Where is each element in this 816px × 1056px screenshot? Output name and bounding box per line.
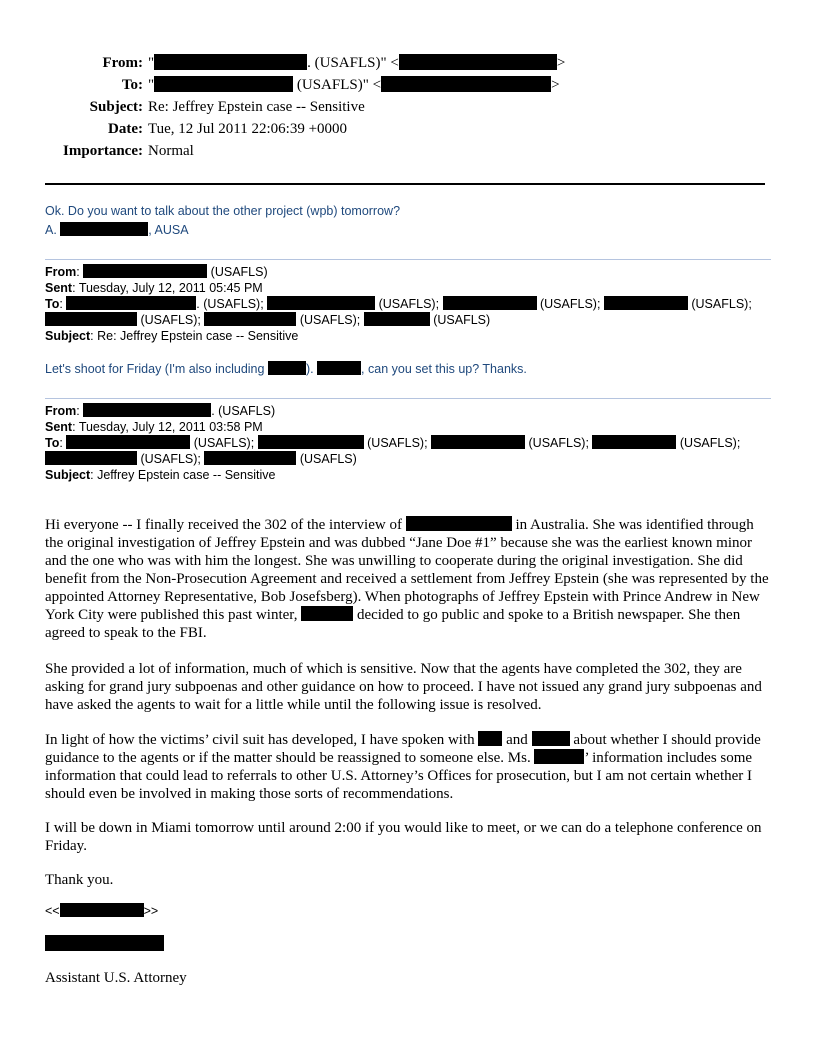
header-divider [45,183,765,185]
redaction [364,312,430,326]
date-value: Tue, 12 Jul 2011 22:06:39 +0000 [148,121,348,137]
redaction [154,54,307,70]
msg1-to-cont: (USAFLS); (USAFLS); (USAFLS) [45,312,490,328]
reply-signature: A. , AUSA [45,223,189,237]
from-label: From: [102,55,143,71]
redaction [317,361,361,375]
redaction [154,76,293,92]
msg2-to-cont: (USAFLS); (USAFLS) [45,451,357,467]
body-closing: Thank you. [45,872,114,888]
importance-value: Normal [148,143,194,159]
body-paragraph-3: In light of how the victims’ civil suit has developed, I have spoken with and about whether I should provide guidance to the agents or if the matter should be reassigned to someone else. Ms. ’ information includes some information that could lead to referrals to other U.S. Attorney’s Offices for prosecution, but I am not certain whether I should even be involved in making those sorts of recommendations. [45,732,761,802]
redaction [399,54,557,70]
redaction [478,731,502,746]
redaction [443,296,537,310]
redaction [258,435,364,449]
to-value: (USAFLS)" < [293,77,382,93]
msg1-sent: Sent: Tuesday, July 12, 2011 05:45 PM [45,281,263,295]
msg2-sent: Sent: Tuesday, July 12, 2011 03:58 PM [45,420,263,434]
subject-label: Subject: [89,99,143,115]
subject-row [0,96,816,118]
signature-name: << >> [45,904,159,918]
date-label: Date: [108,121,143,137]
body-paragraph-2: She provided a lot of information, much of which is sensitive. Now that the agents have completed the 302, they are asking for grand jury subpoenas and other guidance on how to proceed. I have not issued any grand jury subpoenas and have asked the agents to wait for a little while until the following issue is resolved. [45,661,762,713]
msg2-from: From: . (USAFLS) [45,404,276,418]
signature-title: Assistant U.S. Attorney [45,970,187,986]
redaction [83,403,211,417]
redaction [60,903,144,917]
redaction [66,296,196,310]
importance-label: Importance: [63,143,143,159]
message-divider [45,398,771,399]
redaction [60,222,148,236]
msg1-subject: Subject: Re: Jeffrey Epstein case -- Sensitive [45,329,299,343]
body-paragraph-4: I will be down in Miami tomorrow until around 2:00 if you would like to meet, or we can do a telephone conference on Friday. [45,820,762,854]
redaction [592,435,676,449]
msg1-note: Let's shoot for Friday (I'm also including ). , can you set this up? Thanks. [45,362,527,376]
from-value: . (USAFLS)" < [307,55,399,71]
redaction [45,935,164,951]
date-row [0,118,816,140]
importance-row [0,140,816,162]
from-row: From: " . (USAFLS)" < > [0,52,816,74]
redaction [381,76,551,92]
message-divider [45,259,771,260]
redaction [268,361,306,375]
redaction [604,296,688,310]
redaction [66,435,190,449]
redaction [534,749,584,764]
redaction [267,296,375,310]
redaction [83,264,207,278]
body-paragraph-1: Hi everyone -- I finally received the 302 of the interview of in Australia. She was identified through the original investigation of Jeffrey Epstein and was dubbed “Jane Doe #1” because she was the earliest known minor and the one who was with him the longest. She was unwilling to cooperate during the original investigation. She did benefit from the Non-Prosecution Agreement and received a settlement from Jeffrey Epstein (she was represented by the appointed Attorney Representative, Bob Josefsberg). When photographs of Jeffrey Epstein with Prince Andrew in New York City were published this past winter, decided to go public and spoke to a British newspaper. She then agreed to speak to the FBI. [45,517,769,641]
reply-line: Ok. Do you want to talk about the other project (wpb) tomorrow? [45,204,401,218]
redaction [45,451,137,465]
redaction [406,516,512,531]
redaction [45,312,137,326]
redaction [204,451,296,465]
redaction [301,606,353,621]
redaction [431,435,525,449]
subject-value: Re: Jeffrey Epstein case -- Sensitive [148,99,365,115]
redaction [204,312,296,326]
redaction [532,731,570,746]
msg1-to: To: . (USAFLS); (USAFLS); (USAFLS); (USAFLS); [45,297,752,311]
to-label: To: [121,77,143,93]
msg2-subject: Subject: Jeffrey Epstein case -- Sensitive [45,468,276,482]
msg2-to: To: (USAFLS); (USAFLS); (USAFLS); (USAFLS); [45,436,741,450]
to-row: To: " (USAFLS)" < > [0,74,816,96]
msg1-from: From: (USAFLS) [45,265,268,279]
